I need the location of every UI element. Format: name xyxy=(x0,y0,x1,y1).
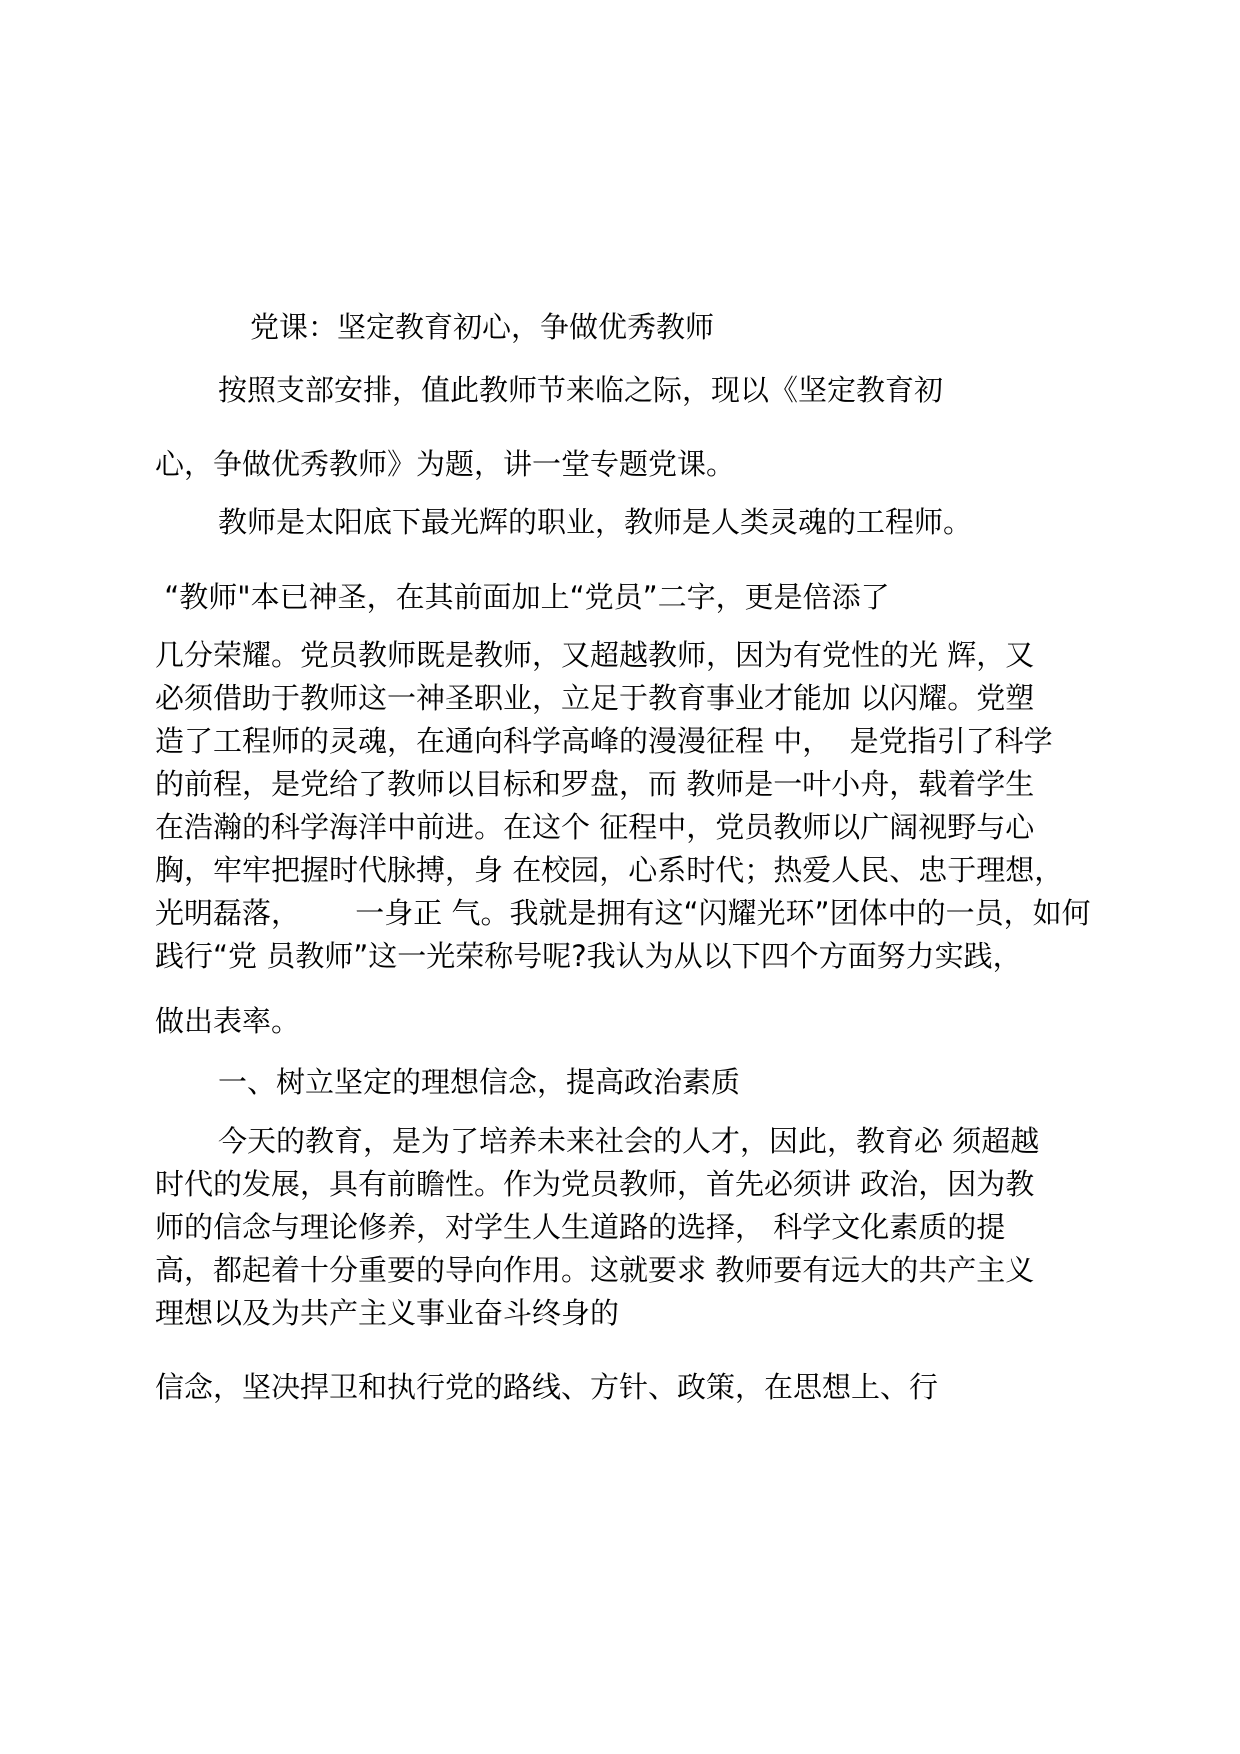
paragraph-line: 心，争做优秀教师》为题，讲一堂专题党课。 xyxy=(155,447,736,481)
paragraph-line: 理想以及为共产主义事业奋斗终身的 xyxy=(155,1296,620,1330)
paragraph-line: 高，都起着十分重要的导向作用。这就要求 教师要有远大的共产主义 xyxy=(155,1253,1035,1287)
paragraph-line: 光明磊落， 一身正 气。我就是拥有这“闪耀光环”团体中的一员，如何 xyxy=(155,896,1091,930)
paragraph-line: 做出表率。 xyxy=(155,1004,301,1038)
paragraph-line: 胸，牢牢把握时代脉搏，身 在校园，心系时代；热爱人民、忠于理想， xyxy=(155,853,1064,887)
document-title: 党课：坚定教育初心，争做优秀教师 xyxy=(250,310,715,344)
section-heading: 一、树立坚定的理想信念，提高政治素质 xyxy=(218,1065,741,1099)
paragraph-line: 教师是太阳底下最光辉的职业，教师是人类灵魂的工程师。 xyxy=(218,505,973,539)
paragraph-line: 践行“党 员教师”这一光荣称号呢?我认为从以下四个方面努力实践， xyxy=(155,939,1022,973)
paragraph-line: 几分荣耀。党员教师既是教师，又超越教师，因为有党性的光 辉，又 xyxy=(155,638,1035,672)
paragraph-line: 师的信念与理论修养，对学生人生道路的选择， 科学文化素质的提 xyxy=(155,1210,1006,1244)
paragraph-line: 必须借助于教师这一神圣职业，立足于教育事业才能加 以闪耀。党塑 xyxy=(155,681,1035,715)
paragraph-line: 信念，坚决捍卫和执行党的路线、方针、政策，在思想上、行 xyxy=(155,1370,939,1404)
paragraph-line: “教师"本已神圣，在其前面加上“党员”二字，更是倍添了 xyxy=(155,580,890,614)
paragraph-line: 造了工程师的灵魂，在通向科学高峰的漫漫征程 中， 是党指引了科学 xyxy=(155,724,1053,758)
paragraph-line: 在浩瀚的科学海洋中前进。在这个 征程中，党员教师以广阔视野与心 xyxy=(155,810,1035,844)
paragraph-line: 按照支部安排，值此教师节来临之际，现以《坚定教育初 xyxy=(218,373,944,407)
paragraph-line: 时代的发展，具有前瞻性。作为党员教师，首先必须讲 政治，因为教 xyxy=(155,1167,1035,1201)
paragraph-line: 的前程，是党给了教师以目标和罗盘，而 教师是一叶小舟，载着学生 xyxy=(155,767,1035,801)
paragraph-line: 今天的教育，是为了培养未来社会的人才，因此，教育必 须超越 xyxy=(218,1124,1040,1158)
